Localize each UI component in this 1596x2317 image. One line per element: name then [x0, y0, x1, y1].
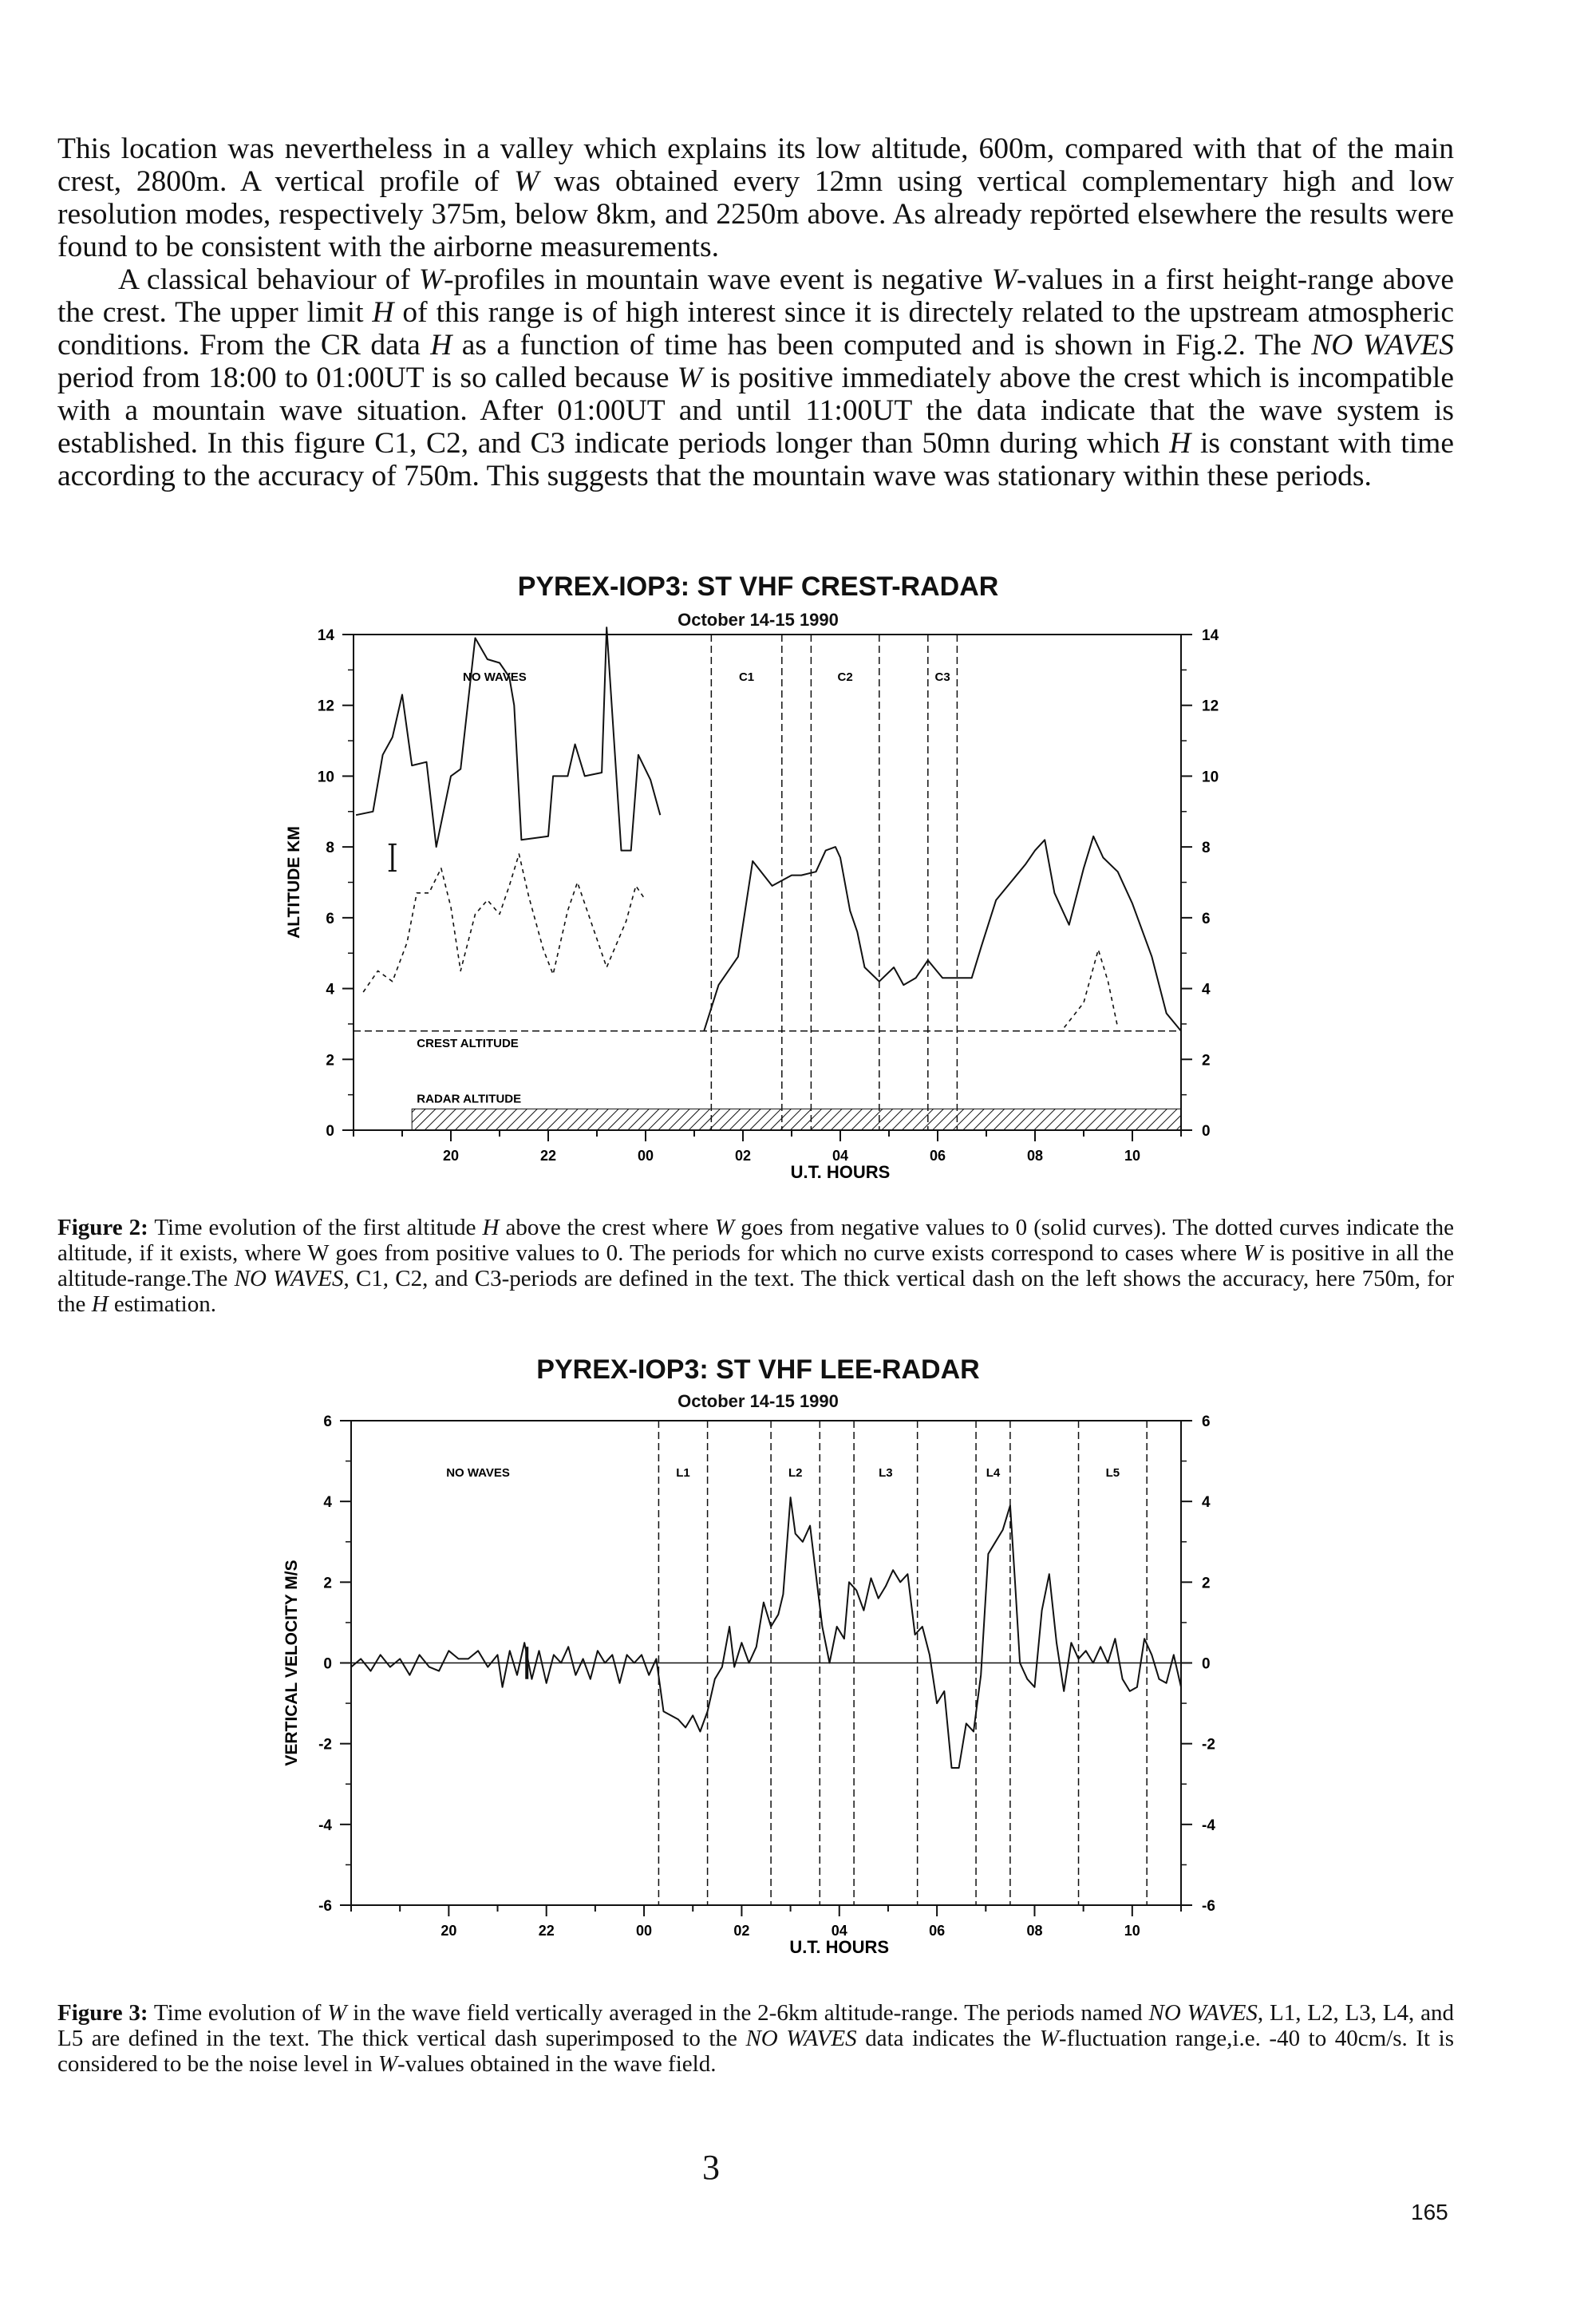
x-tick-label: 04 — [832, 1148, 849, 1164]
period-label-l5: L5 — [1105, 1466, 1120, 1480]
y-tick-label-right: 4 — [1202, 981, 1211, 998]
x-tick-label: 22 — [539, 1148, 557, 1164]
x-axis-label: U.T. HOURS — [790, 1162, 891, 1182]
y-tick-label-left: 6 — [326, 910, 334, 927]
page-number: 165 — [1411, 2200, 1448, 2224]
x-tick-label: 04 — [831, 1923, 847, 1939]
period-label-c1: C1 — [738, 670, 755, 684]
period-label-no-waves: NO WAVES — [463, 670, 527, 684]
series-line-0-0 — [351, 1497, 1181, 1768]
y-tick-label-left: 6 — [323, 1414, 332, 1430]
y-tick-label-left: 10 — [317, 769, 334, 786]
x-tick-label: 02 — [734, 1148, 752, 1164]
y-tick-label-right: 4 — [1202, 1494, 1211, 1512]
period-label-l2: L2 — [788, 1466, 803, 1480]
x-tick-label: 00 — [637, 1148, 654, 1164]
y-tick-label-right: 12 — [1202, 698, 1219, 715]
y-tick-label-left: -4 — [318, 1817, 332, 1834]
y-tick-label-right: -2 — [1202, 1736, 1215, 1754]
y-tick-label-right: -6 — [1202, 1898, 1215, 1915]
x-tick-label: 10 — [1124, 1148, 1141, 1164]
y-tick-label-left: 0 — [323, 1655, 332, 1673]
x-tick-label: 08 — [1026, 1148, 1044, 1164]
y-tick-label-left: 2 — [326, 1052, 334, 1070]
y-tick-label-right: 6 — [1202, 910, 1211, 927]
x-axis-label: U.T. HOURS — [789, 1937, 890, 1957]
figure-2-subtitle: October 14-15 1990 — [678, 610, 839, 630]
x-tick-label: 02 — [733, 1923, 750, 1939]
y-tick-label-right: 2 — [1202, 1575, 1211, 1592]
y-tick-label-right: 14 — [1202, 627, 1219, 644]
x-tick-label: 10 — [1124, 1923, 1140, 1939]
period-label-l4: L4 — [986, 1466, 1001, 1480]
y-tick-label-right: 10 — [1202, 769, 1219, 786]
y-tick-label-left: 14 — [317, 627, 334, 644]
y-tick-label-left: 2 — [323, 1575, 332, 1592]
y-tick-label-left: 0 — [326, 1123, 334, 1140]
y-tick-label-right: -4 — [1202, 1817, 1215, 1834]
intro-paragraph-2: A classical behaviour of W-profiles in mountain wave event is negative W-values in a first height-range above the crest. The upper limit H of this range is of high interest since it is directely related to the upstream atmospheric conditions. From the CR data H as a function of time has been computed and is shown in Fig.2. The NO WAVES period from 18:00 to 01:00UT is so called because W is positive immediately above the crest which is incompatible with a mountain wave situation. After 01:00UT and until 11:00UT the data indicate that the wave system is established. In this figure C1, C2, and C3 indicate periods longer than 50mn during which H is constant with time according to the accuracy of 750m. This suggests that the mountain wave was stationary within these periods. — [57, 263, 1455, 492]
x-tick-label: 08 — [1026, 1923, 1043, 1939]
y-tick-label-left: 4 — [326, 981, 334, 998]
y-tick-label-left: 4 — [323, 1494, 332, 1512]
intro-paragraph-1: This location was nevertheless in a valley which explains its low altitude, 600m, compared with that of the main crest, 2800m. A vertical profile of W was obtained every 12mn using vertical complementary high and low resolution modes, respectively 375m, below 8km, and 2250m above. As already repörted elsewhere the results were found to be consistent with the airborne measurements. — [57, 132, 1454, 263]
crest-altitude-label: CREST ALTITUDE — [417, 1036, 519, 1050]
figure-3-caption: Figure 3: Time evolution of W in the wave field vertically averaged in the 2-6km altitude-range. The periods named NO WAVES, L1, L2, L3, L4, and L5 are defined in the text. The thick vertical dash superimposed to the NO WAVES data indicates the W-fluctuation range,i.e. -40 to 40cm/s. It is considered to be the noise level in W-values obtained in the wave field. — [57, 2000, 1454, 2077]
x-tick-label: 06 — [929, 1148, 946, 1164]
period-label-no-waves: NO WAVES — [446, 1466, 510, 1480]
figure-2-caption: Figure 2: Time evolution of the first altitude H above the crest where W goes from negative values to 0 (solid curves). The dotted curves indicate the altitude, if it exists, where W goes from positive values to 0. The periods for which no curve exists correspond to cases where W is positive in all the altitude-range.The NO WAVES, C1, C2, and C3-periods are defined in the text. The thick vertical dash on the left shows the accuracy, here 750m, for the H estimation. — [57, 1215, 1454, 1317]
x-tick-label: 20 — [440, 1923, 457, 1939]
y-tick-label-right: 8 — [1202, 840, 1211, 857]
x-tick-label: 20 — [442, 1148, 460, 1164]
y-tick-label-left: 8 — [326, 840, 334, 857]
figure-3-title: PYREX-IOP3: ST VHF LEE-RADAR — [536, 1354, 980, 1385]
x-tick-label: 06 — [929, 1923, 946, 1939]
period-label-c3: C3 — [934, 670, 950, 684]
period-label-c2: C2 — [837, 670, 853, 684]
y-tick-label-right: 2 — [1202, 1052, 1211, 1070]
figure-2-title: PYREX-IOP3: ST VHF CREST-RADAR — [517, 571, 999, 602]
y-tick-label-right: 0 — [1202, 1123, 1211, 1140]
figure-3-subtitle: October 14-15 1990 — [678, 1391, 839, 1411]
y-tick-label-left: -6 — [318, 1898, 332, 1915]
x-tick-label: 22 — [538, 1923, 555, 1939]
period-label-l1: L1 — [676, 1466, 690, 1480]
radar-altitude-label: RADAR ALTITUDE — [417, 1092, 522, 1106]
y-tick-label-left: -2 — [318, 1736, 332, 1754]
y-tick-label-left: 12 — [317, 698, 334, 715]
page-mark: 3 — [702, 2148, 720, 2187]
x-tick-label: 00 — [636, 1923, 653, 1939]
period-label-l3: L3 — [879, 1466, 893, 1480]
y-tick-label-right: 6 — [1202, 1414, 1211, 1430]
y-axis-label: ALTITUDE KM — [285, 826, 303, 939]
y-axis-label: VERTICAL VELOCITY M/S — [282, 1560, 301, 1766]
y-tick-label-right: 0 — [1202, 1655, 1211, 1673]
